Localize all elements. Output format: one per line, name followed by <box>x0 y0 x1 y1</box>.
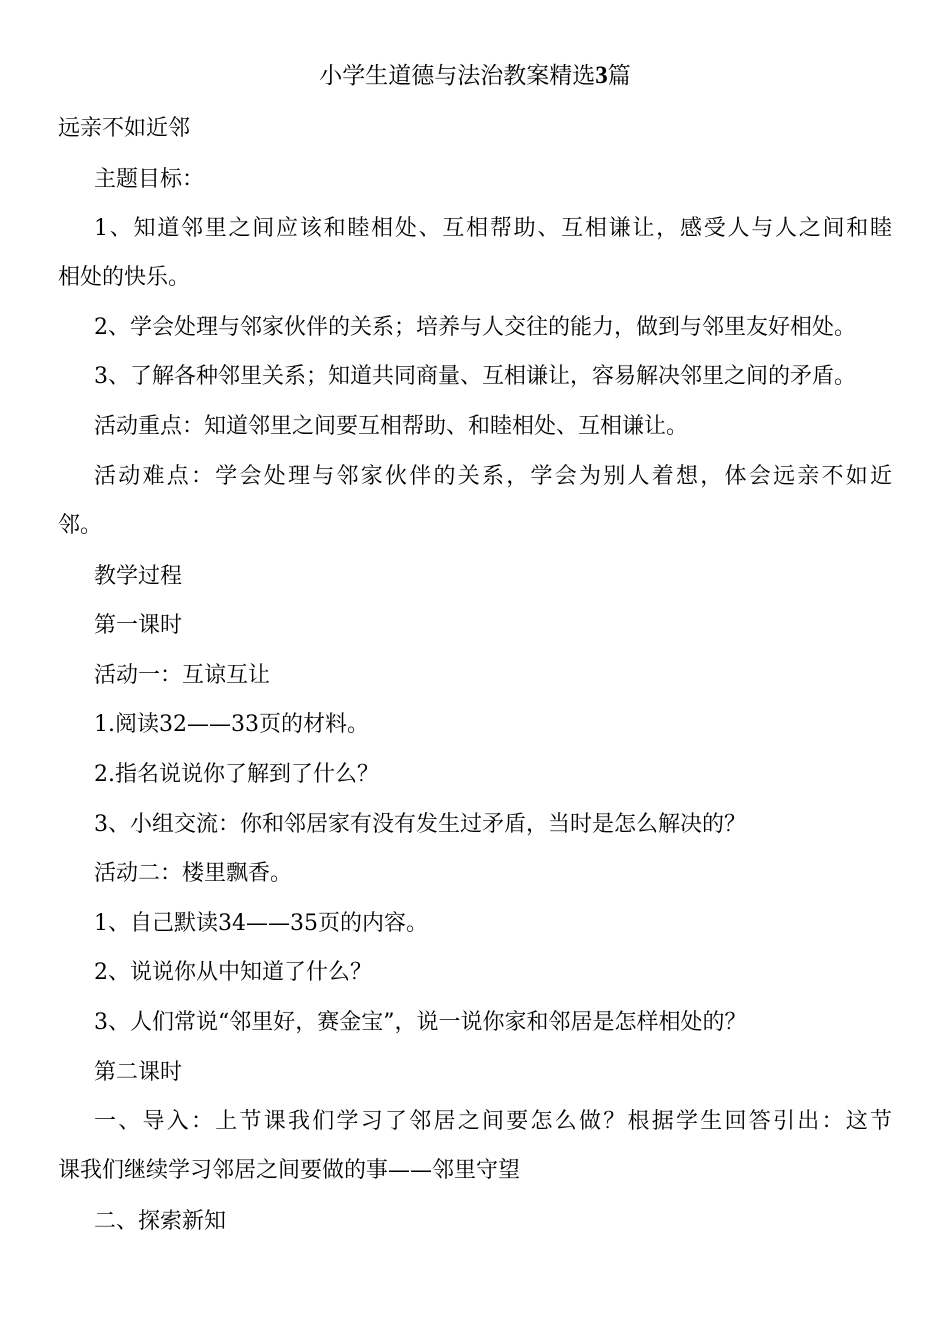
goals-heading: 主题目标： <box>94 167 205 192</box>
teaching-process: 教学过程 <box>94 564 183 589</box>
activity-2-step-2: 2、说说你从中知道了什么？ <box>94 960 372 985</box>
activity-2-heading: 活动二：楼里飘香。 <box>94 861 293 886</box>
section-heading: 远亲不如近邻 <box>58 116 191 141</box>
goal-1-line-1: 1、知道邻里之间应该和睦相处、互相帮助、互相谦让，感受人与人之间和睦 <box>94 216 892 241</box>
difficulty-line-1: 活动难点：学会处理与邻家伙伴的关系，学会为别人着想，体会远亲不如近 <box>94 464 892 489</box>
document-title <box>0 56 950 96</box>
intro-line-1: 一、导入：上节课我们学习了邻居之间要怎么做？根据学生回答引出：这节 <box>94 1109 892 1134</box>
title-number: 3 <box>595 62 608 89</box>
title-prefix: 小学生道德与法治教案精选 <box>319 63 596 89</box>
goal-2: 2、学会处理与邻家伙伴的关系；培养与人交往的能力，做到与邻里友好相处。 <box>94 315 856 340</box>
key-point: 活动重点：知道邻里之间要互相帮助、和睦相处、互相谦让。 <box>94 414 689 439</box>
goal-3: 3、了解各种邻里关系；知道共同商量、互相谦让，容易解决邻里之间的矛盾。 <box>94 364 856 389</box>
goal-1-line-2: 相处的快乐。 <box>58 265 191 290</box>
difficulty-line-2: 邻。 <box>58 513 103 538</box>
lesson-2-heading: 第二课时 <box>94 1060 183 1085</box>
intro-line-2: 课我们继续学习邻居之间要做的事——邻里守望 <box>58 1158 521 1183</box>
lesson-1-heading: 第一课时 <box>94 613 183 638</box>
activity-1-step-3: 3、小组交流：你和邻居家有没有发生过矛盾，当时是怎么解决的？ <box>94 812 746 837</box>
activity-2-step-3: 3、人们常说“邻里好，赛金宝”，说一说你家和邻居是怎样相处的？ <box>94 1010 747 1035</box>
title-suffix: 篇 <box>607 63 631 89</box>
activity-1-heading: 活动一：互谅互让 <box>94 663 271 688</box>
explore-heading: 二、探索新知 <box>94 1209 227 1234</box>
activity-1-step-1: 1.阅读32——33页的材料。 <box>94 712 369 737</box>
activity-2-step-1: 1、自己默读34——35页的内容。 <box>94 911 428 936</box>
activity-1-step-2: 2.指名说说你了解到了什么？ <box>94 762 379 787</box>
